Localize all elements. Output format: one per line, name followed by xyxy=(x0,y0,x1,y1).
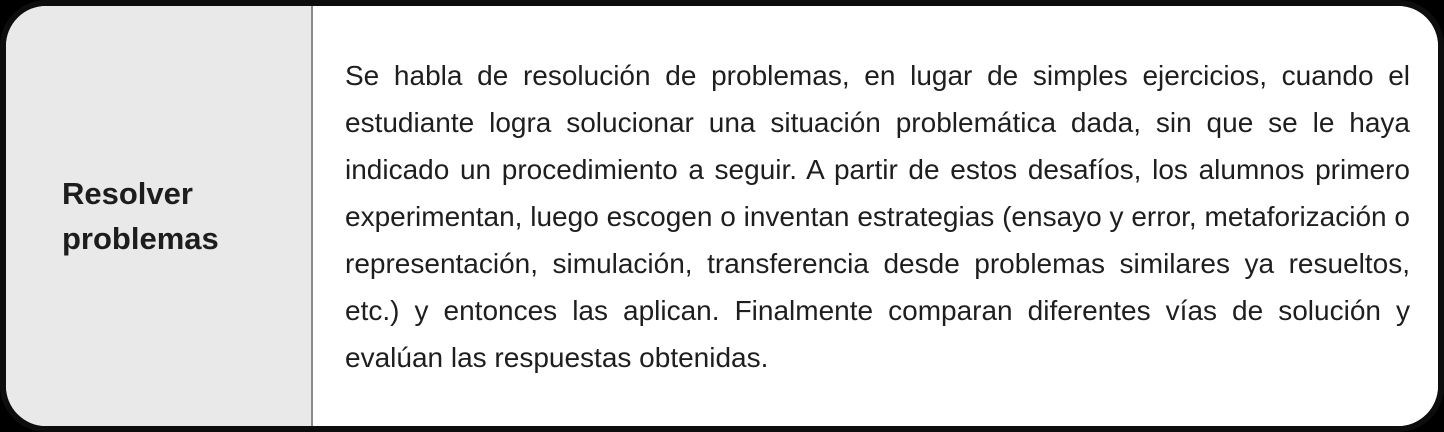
table-cell-label xyxy=(6,6,313,426)
table-cell-description xyxy=(313,6,1438,426)
row-description: Se habla de resolución de problemas, en lugar de simples ejercicios, cuando el estudiante logra solucionar una situación problemática dada, sin que se le haya indicado un procedimiento a seguir. A partir de estos desafíos, los alumnos primero experimentan, luego escogen o inventan estrategias (ensayo y error, metaforización o representación, simulación, transferencia desde problemas similares ya resueltos, etc.) y entonces las aplican. Finalmente comparan diferentes vías de solución y evalúan las respuestas obtenidas. xyxy=(345,59,1410,373)
row-label: Resolver problemas xyxy=(62,176,219,256)
